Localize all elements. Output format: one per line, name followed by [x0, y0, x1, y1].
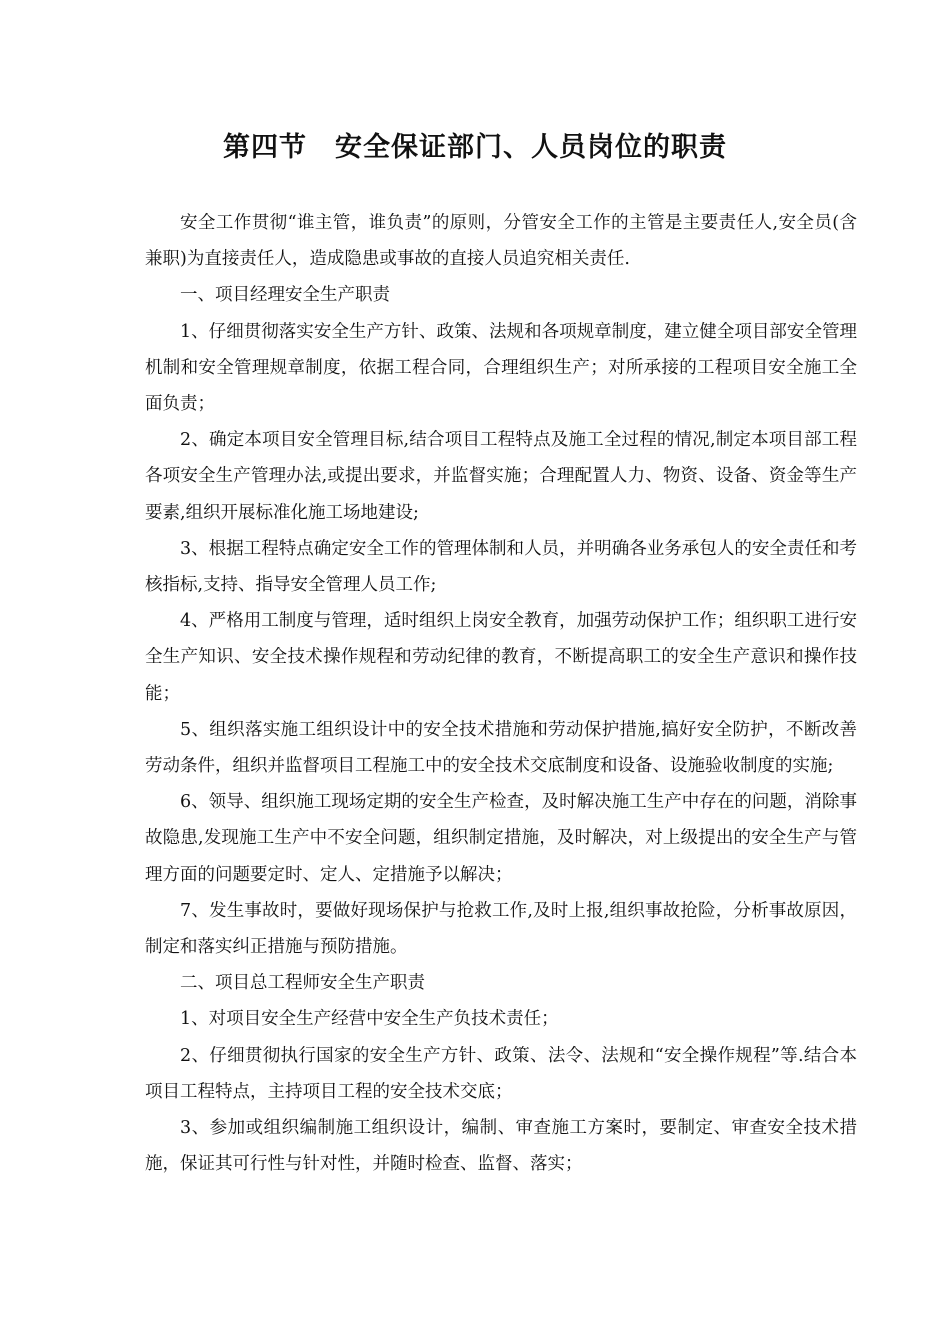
list-item: 3、根据工程特点确定安全工作的管理体制和人员，并明确各业务承包人的安全责任和考核指标,支持、指导安全管理人员工作;	[145, 538, 857, 596]
list-item: 2、确定本项目安全管理目标,结合项目工程特点及施工全过程的情况,制定本项目部工程各项安全生产管理办法,或提出要求，并监督实施；合理配置人力、物资、设备、资金等生产要素,组织开展标准化施工场地建设;	[145, 430, 857, 523]
section-title: 第四节 安全保证部门、人员岗位的职责	[223, 132, 727, 163]
list-item: 1、对项目安全生产经营中安全生产负技术责任；	[180, 1009, 559, 1030]
list-item: 1、仔细贯彻落实安全生产方针、政策、法规和各项规章制度，建立健全项目部安全管理机制和安全管理规章制度，依据工程合同，合理组织生产；对所承接的工程项目安全施工全面负责；	[145, 321, 857, 415]
list-item: 5、组织落实施工组织设计中的安全技术措施和劳动保护措施,搞好安全防护，不断改善劳动条件，组织并监督项目工程施工中的安全技术交底制度和设备、设施验收制度的实施;	[145, 719, 857, 777]
intro-paragraph: 安全工作贯彻“谁主管，谁负责”的原则，分管安全工作的主管是主要责任人,安全员(含兼职)为直接责任人，造成隐患或事故的直接人员追究相关责任.	[145, 213, 857, 270]
heading-project-manager: 一、项目经理安全生产职责	[180, 285, 390, 306]
list-item: 7、发生事故时，要做好现场保护与抢救工作,及时上报,组织事故抢险，分析事故原因，制定和落实纠正措施与预防措施。	[145, 900, 857, 958]
document-body	[145, 205, 857, 1182]
list-item: 4、严格用工制度与管理，适时组织上岗安全教育，加强劳动保护工作；组织职工进行安全生产知识、安全技术操作规程和劳动纪律的教育，不断提高职工的安全生产意识和操作技能；	[145, 611, 857, 704]
list-item: 2、仔细贯彻执行国家的安全生产方针、政策、法令、法规和“安全操作规程”等.结合本项目工程特点，主持项目工程的安全技术交底；	[145, 1045, 857, 1102]
list-item: 3、参加或组织编制施工组织设计，编制、审查施工方案时，要制定、审查安全技术措施，保证其可行性与针对性，并随时检查、监督、落实；	[145, 1118, 857, 1175]
heading-chief-engineer: 二、项目总工程师安全生产职责	[180, 973, 425, 994]
list-item: 6、领导、组织施工现场定期的安全生产检查，及时解决施工生产中存在的问题，消除事故隐患,发现施工生产中不安全问题，组织制定措施，及时解决，对上级提出的安全生产与管理方面的问题要定时、定人、定措施予以解决；	[145, 792, 857, 885]
